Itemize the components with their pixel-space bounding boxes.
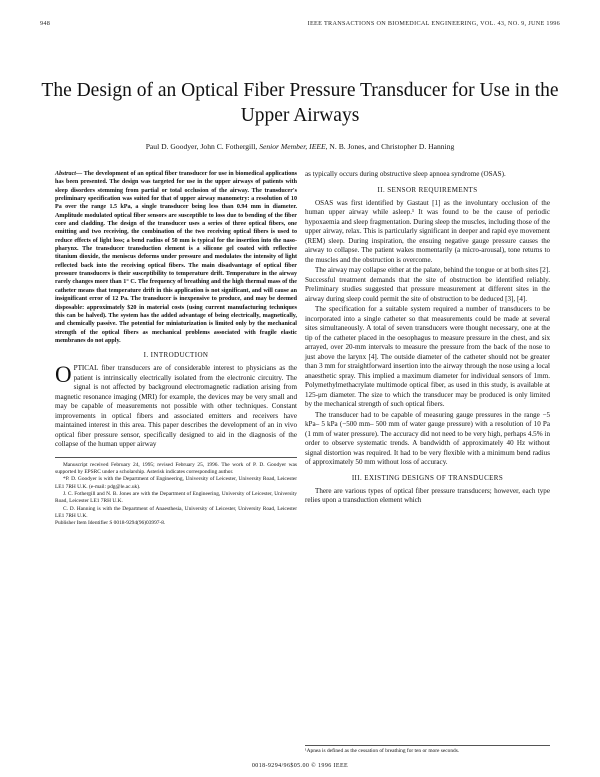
left-column — [55, 170, 297, 527]
paragraph-existing-designs: There are various types of optical fiber pressure transducers; however, each type relies upon a transduction element which — [305, 486, 550, 504]
author-line — [40, 142, 560, 151]
abstract — [55, 170, 297, 345]
journal-name: IEEE TRANSACTIONS ON BIOMEDICAL ENGINEERING, VOL. 43, NO. 9, JUNE 1996 — [307, 20, 560, 27]
paper-title: The Design of an Optical Fiber Pressure Transducer for Use in the Upper Airways — [41, 80, 559, 126]
publisher-id: Publisher Item Identifier S 0018-9294(96)03997-8. — [55, 520, 166, 527]
paragraph-osas: OSAS was first identified by Gastaut [1] as the involuntary occlusion of the human upper airway while asleep.¹ It was found to be the cause of periodic hypoxaemia and sleep fragmentation. During sleep the muscles, including those of the upper airway, relax. This is particularly significant in deeper and rapid eye movement (REM) sleep. During inspiration, the ensuing negative gauge pressure causes the airway to collapse. The patient wakes momentarily (a micro-arousal), tone returns to the muscles and the obstruction is overcome. — [305, 198, 550, 264]
footnote-fothergill: J. C. Fothergill and N. B. Jones are with the Department of Engineering, University of Leicester, University Road, Leicester LE1 7RH U.K. — [55, 490, 297, 505]
introduction-paragraph — [55, 364, 297, 450]
running-header — [40, 20, 560, 27]
copyright-footer: 0018-9294/96$05.00 © 1996 IEEE — [251, 763, 349, 769]
drop-cap: O — [55, 362, 72, 388]
footnote-hanning: C. D. Hanning is with the Department of Anaesthesia, University of Leicester, University Road, Leicester LE1 7RH U.K. — [55, 505, 297, 519]
continuation-paragraph: as typically occurs during obstructive sleep apnoea syndrome (OSAS). — [305, 170, 506, 178]
footnote-apnea: ¹Apnea is defined as the cessation of breathing for ten or more seconds. — [305, 745, 550, 755]
footnote-goodyer: *P. D. Goodyer is with the Department of Engineering, University of Leicester, University Road, Leicester LE1 7RH U.K. (e-mail: pdg@le.ac.uk). — [55, 476, 297, 490]
right-column — [305, 170, 550, 506]
section-heading-sensor-requirements: II. SENSOR REQUIREMENTS — [377, 185, 478, 194]
authors-lead: Paul D. Goodyer, John C. Fothergill, — [145, 142, 258, 151]
paragraph-collapse-sites: The airway may collapse either at the palate, behind the tongue or at both sites [2]. Successful treatment demands that the site of obstruction be identified reliably. Preliminary studies suggested that pressure measurement at different sites in the airway during sleep could permit the site of obstruction to be deduced [3], [4]. — [305, 266, 550, 303]
page-number: 948 — [40, 20, 51, 27]
introduction-text: PTICAL fiber transducers are of considerable interest to physicians as the patient is intrinsically electrically isolated from the electronic circuitry. The signal is not affected by background electromagnetic radiation arising from magnetic resonance imaging (MRI) for example, the devices may be very small and may be capable of measurements not possible with other techniques. Constant improvements in optical fibers and associated emitters and receivers have maintained interest in this area. This paper describes the development of an in vivo optical fiber pressure sensor, specifically designed to aid in the diagnosis of the collapse of the human upper airway — [55, 364, 297, 449]
paragraph-specification: The specification for a suitable system required a number of transducers to be incorporated into a single catheter so that measurements could be made at several sites simultaneously. A total of seven transducers were thought necessary, one at the tip of the catheter placed in the oesophagus to measure pressure in the chest, and six arrayed, over 20-mm intervals to measure the pressure from the back of the nose to just above the larynx [4]. The outside diameter of the catheter should not be greater than 3 mm for straightforward insertion into the airway through the nose using a local anaesthetic spray. This implied a maximum diameter for individual sensors of 1mm. Polymethylmethacrylate multimode optical fiber, as used in this study, is available at 125-μm diameter. The size to which the transducer may be produced is only limited by the mechanical strength of such optical fibers. — [305, 305, 550, 408]
paragraph-pressure-range: The transducer had to be capable of measuring gauge pressures in the range −5 kPa– 5 kPa (−500 mm– 500 mm of water gauge pressure) with a resolution of 10 Pa (1 mm of water pressure). The accuracy did not need to be very high, perhaps 4.5% in order to observe systematic trends. A bandwidth of approximately 40 Hz without signal distortion was required. It had to be very flexible with a minimum bend radius of approximately 50 mm without loss of accuracy. — [305, 410, 550, 466]
section-heading-existing-designs: III. EXISTING DESIGNS OF TRANSDUCERS — [351, 473, 504, 482]
author-membership: Senior Member, IEEE, — [259, 142, 328, 151]
section-heading-introduction: I. INTRODUCTION — [143, 351, 209, 360]
abstract-text: — The development of an optical fiber transducer for use in biomedical applications has been presented. The design was targeted for use in the upper airways of patients with sleep disorders stemming from partial or total occlusion of the airway. The transducer's preliminary specification was suited for that of upper airway manometry: a resolution of 10 Pa over the range 1.5 kPa, a single transducer being less than 0.94 mm in diameter. Amplitude modulated optical fiber sensors are susceptible to loss due to bending of the fiber core and cladding. The design of the transducer uses a series of three optical fibers, one emitting and two receiving, the combination of the two receiving optical fibers is used to reduce effects of light loss; a bend radius of 50 mm is typical for the insertion into the naso-pharynx. The transducer transduction element is a silicone gel coated with reflective titanium dioxide, the meniscus deforms under pressure and modulates the intensity of light reflected back into the receiving optical fibers. The main disadvantage of optical fiber pressure transducers is their susceptibility to temperature drift. Temperature in the airway rarely changes more than 1° C. The frequency of breathing and the high thermal mass of the catheter means that temperature drift in this application is not significant, and will cause an insignificant error of 12 Pa. The transducer is inexpensive to produce, and may be deemed disposable: approximately $20 in material costs (using current manufacturing techniques this can be halved). The system has the added advantage of being electrically, magnetically, and chemically passive. The potential for miniaturization is limited only by the mechanical strength of the optical fibers as mechanical problems associated with fragile elastic membranes do not apply. — [55, 171, 297, 344]
footnotes — [55, 457, 297, 528]
footnote-received: Manuscript received February 24, 1995; revised February 25, 1996. The work of P. D. Goodyer was supported by EPSRC under a scholarship. Asterisk indicates corresponding author. — [55, 461, 297, 476]
abstract-label: Abstract — [55, 171, 76, 177]
authors-rest: N. B. Jones, and Christopher D. Hanning — [329, 142, 455, 151]
